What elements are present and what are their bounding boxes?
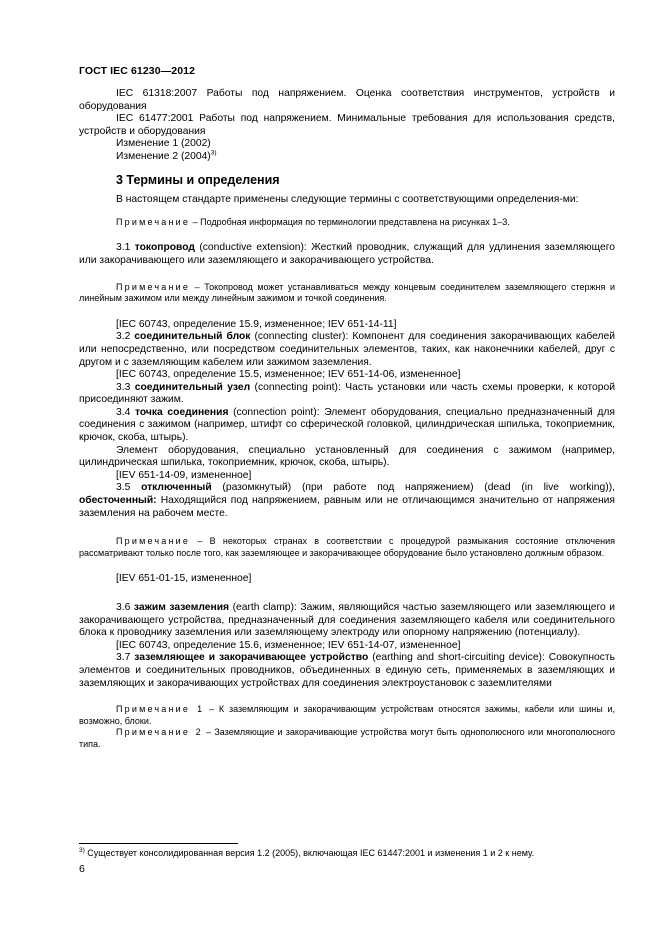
reference-3-4: [IEV 651-14-09, измененное] xyxy=(116,469,252,481)
term-3-5: 3.5 отключенный (разомкнутый) (при работе под напряжением) (dead (in live working)), обесточенный: Находящийся под напряжением, равным или не отличающимся значительно от напряжения заземления на рабочем месте. xyxy=(79,482,615,519)
footnote: $^{3)}$ Существует консолидированная версия 1.2 (2005), включающая IEC 61447:2001 и изменения 1 и 2 к нему. xyxy=(79,847,535,858)
footnote-ref-3: 3) xyxy=(210,149,217,157)
page-content xyxy=(79,88,615,751)
reference-3-5: [IEV 651-01-15, измененное] xyxy=(116,573,252,585)
reference-iec-61477: IEC 61477:2001 Работы под напряжением. Минимальные требования для использования средств, устройств и оборудования xyxy=(79,113,615,137)
note-2-devices: Примечание 2 – Заземляющие и закорачивающие устройства могут быть однополюсного или многополюсного типа. xyxy=(79,727,615,749)
term-3-3: 3.3 соединительный узел (connecting point): Часть установки или часть схемы проверки, к которой присоединяют зажим. xyxy=(79,381,615,406)
footnote-divider xyxy=(79,843,238,844)
term-3-1: 3.1 токопровод (conductive extension): Жесткий проводник, служащий для удлинения заземляющего или закорачивающего или заземляющего и закорачивающего устройства. xyxy=(79,242,615,266)
note-dead: Примечание – В некоторых странах в соответствии с процедурой размыкания состояние отключения рассматривают только после того, как заземляющее и закорачивающее оборудование было установлено должным образом. xyxy=(79,536,615,558)
term-3-6: 3.6 зажим заземления (earth clamp): Зажим, являющийся частью заземляющего или заземляющего и закорачивающего устройства, предназначенный для соединения заземляющего кабеля или соединительного блока к проводнику заземления или заземляющему электроду или опорному напряжению (потенциалу). xyxy=(79,602,615,639)
note-conductive-extension: Примечание – Токопровод может устанавливаться между концевым соединителем заземляющего стержня и линейным зажимом или между линейным зажимом и точкой соединения. xyxy=(79,281,615,304)
document-header: ГОСТ IEC 61230—2012 xyxy=(79,65,196,77)
reference-amendment-1: Изменение 1 (2002) xyxy=(116,138,211,150)
reference-3-1: [IEC 60743, определение 15.9, измененное; IEV 651-14-11] xyxy=(116,318,397,330)
term-3-4: 3.4 точка соединения (connection point): Элемент оборудования, специально предназначенный для соединения с зажимом (например, штифт со сферической головкой, цилиндрическая шпилька, токоприемник, крючок, скоба, штырь). xyxy=(79,406,615,444)
term-3-4-definition-2: Элемент оборудования, специально установленный для соединения с зажимом (например, цилиндрическая шпилька, токоприемник, крючок, скоба, штырь). xyxy=(79,444,615,469)
term-3-7: 3.7 заземляющее и закорачивающее устройство (earthing and short-circuiting device): Совокупность элементов и соединительных проводников, объединенных в единую сеть, применяемых в заземляющих и заземляющих и закорачивающих устройствах для соединения электроустановок с заземлителями xyxy=(79,652,616,689)
reference-3-6: [IEC 60743, определение 15.6, измененное; IEV 651-14-07, измененное] xyxy=(116,639,461,651)
section-title: 3 Термины и определения xyxy=(116,172,280,187)
reference-3-2: [IEC 60743, определение 15.5, измененное; IEV 651-14-06, измененное] xyxy=(116,369,461,381)
reference-amendment-2: Изменение 2 $(2004)^{3)}$ xyxy=(116,149,217,162)
reference-iec-61318: IEC 61318:2007 Работы под напряжением. Оценка соответствия инструментов, устройств и оборудования xyxy=(79,88,615,112)
term-3-2: 3.2 соединительный блок (connecting cluster): Компонент для соединения закорачивающих кабелей или непосредственно, или посредством соединительных элементов, таких, как наконечники кабелей, друг с другом и с заземляющим кабелем или зажимом заземления. xyxy=(79,331,615,368)
section-intro: В настоящем стандарте применены следующие термины с соответствующими определения-ми: xyxy=(116,194,579,206)
page-number: 6 xyxy=(79,863,85,875)
note-1-devices: Примечание 1 – К заземляющим и закорачивающим устройствам относятся зажимы, кабели или шины и, возможно, блоки. xyxy=(79,704,615,726)
note-terminology: Примечание – Подробная информация по терминологии представлена на рисунках 1–3. xyxy=(116,216,510,227)
